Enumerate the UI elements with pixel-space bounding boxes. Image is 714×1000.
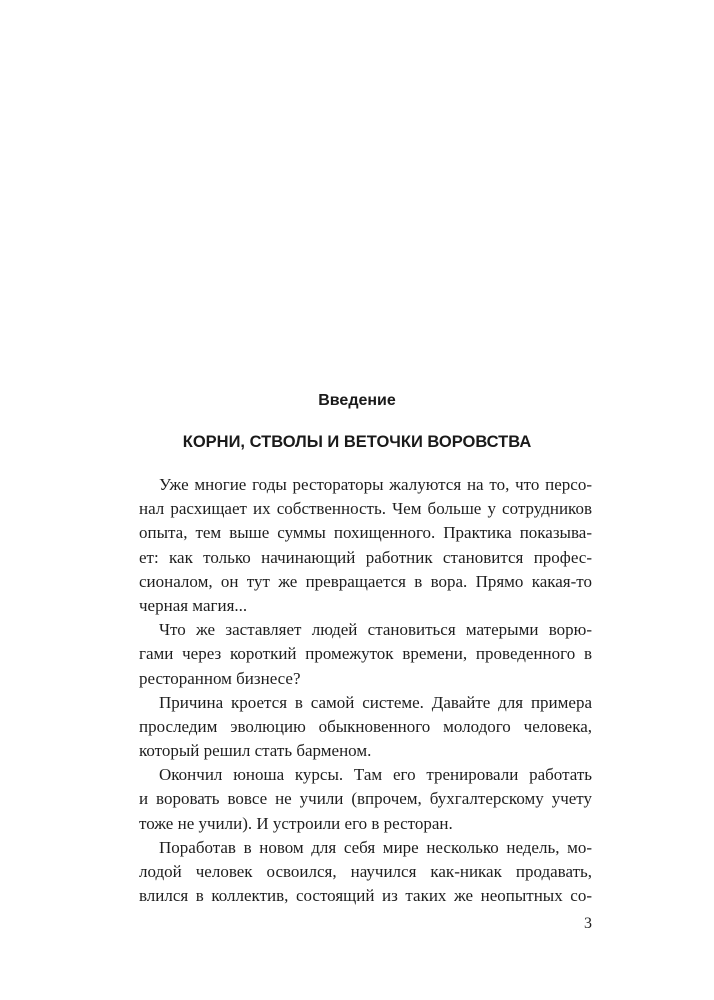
- text-line: ресторанном бизнесе?: [139, 668, 301, 688]
- chapter-label: Введение: [318, 392, 396, 409]
- body-text: [139, 473, 592, 908]
- page-number: 3: [584, 915, 592, 932]
- text-line: Окончил юноша курсы. Там его тренировали работать: [159, 765, 592, 785]
- text-line: Причина кроется в самой системе. Давайте для примера: [159, 692, 592, 712]
- text-line: влился в коллектив, состоящий из таких же неопытных со-: [139, 886, 592, 906]
- text-line: проследим эволюцию обыкновенного молодого человека,: [139, 716, 592, 736]
- text-line: Что же заставляет людей становиться матерыми ворю-: [159, 620, 592, 640]
- text-line: ет: как только начинающий работник становится профес-: [139, 547, 592, 567]
- chapter-title: КОРНИ, СТВОЛЫ И ВЕТОЧКИ ВОРОВСТВА: [182, 433, 532, 451]
- text-line: гами через короткий промежуток времени, проведенного в: [139, 644, 592, 664]
- text-line: сионалом, он тут же превращается в вора. Прямо какая-то: [139, 571, 592, 591]
- text-line: нал расхищает их собственность. Чем больше у сотрудников: [139, 499, 592, 519]
- text-line: Уже многие годы рестораторы жалуются на то, что персо-: [159, 475, 592, 494]
- text-line: который решил стать барменом.: [139, 741, 372, 761]
- text-line: лодой человек освоился, научился как-никак продавать,: [139, 862, 592, 881]
- text-line: тоже не учили). И устроили его в ресторан.: [139, 813, 453, 833]
- text-line: черная магия...: [139, 595, 248, 615]
- text-line: Поработав в новом для себя мире несколько недель, мо-: [159, 837, 592, 857]
- text-line: опыта, тем выше суммы похищенного. Практика показыва-: [139, 523, 592, 543]
- text-line: и воровать вовсе не учили (впрочем, бухгалтерскому учету: [139, 789, 592, 809]
